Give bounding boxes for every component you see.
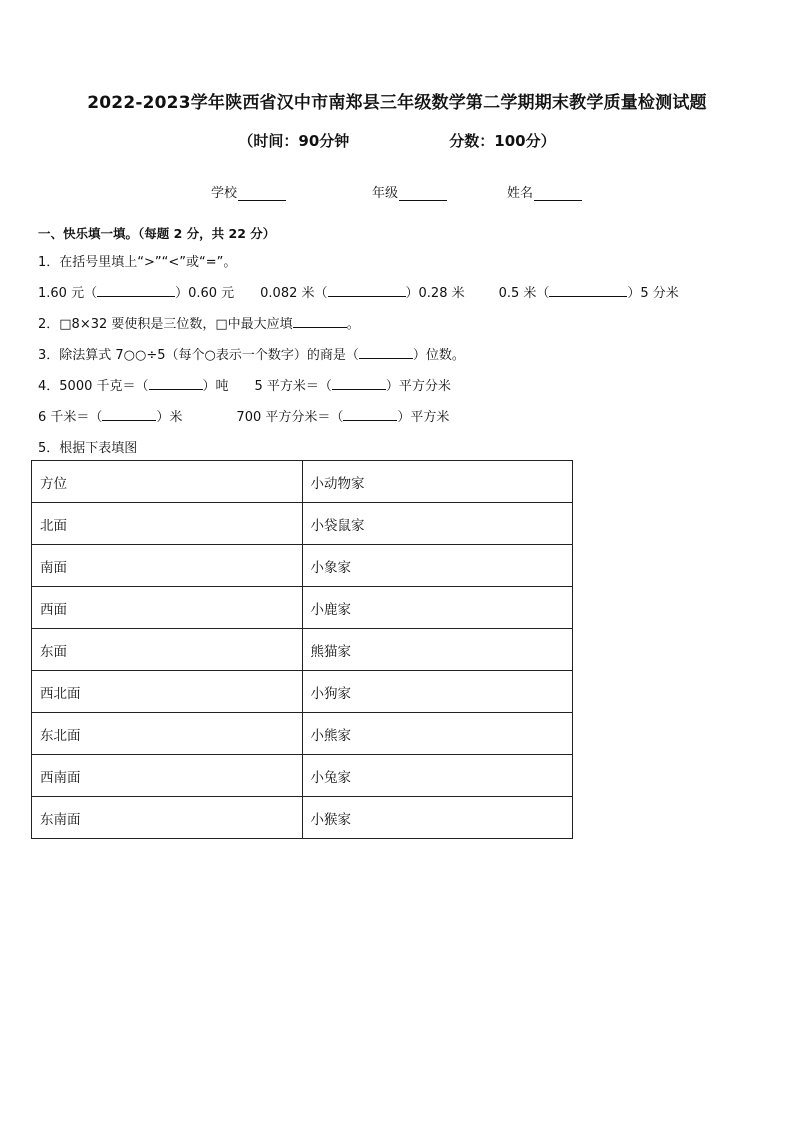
table-cell: 小狗家: [302, 671, 573, 713]
q1a-blank[interactable]: [97, 284, 175, 297]
q3-right: ）位数。: [412, 348, 465, 363]
table-cell: 北面: [32, 503, 303, 545]
q4d-left: 700 平方分米＝（: [236, 410, 344, 425]
school-label: 学校: [211, 186, 238, 201]
q1b-right: ）0.28 米: [405, 286, 465, 301]
name-blank[interactable]: [534, 187, 582, 201]
question-4-line2: [38, 406, 449, 425]
name-label: 姓名: [507, 186, 534, 201]
table-cell: 小猴家: [302, 797, 573, 839]
q4d-blank[interactable]: [343, 408, 397, 421]
grade-blank[interactable]: [399, 187, 447, 201]
grade-label: 年级: [372, 186, 399, 201]
table-cell: 方位: [32, 461, 303, 503]
table-cell: 东南面: [32, 797, 303, 839]
q4b-blank[interactable]: [332, 377, 386, 390]
score-label: 分数：100分）: [449, 132, 556, 150]
q1c-left: 0.5 米（: [498, 286, 550, 301]
time-label: （时间：90分钟: [238, 132, 350, 150]
table-cell: 东北面: [32, 713, 303, 755]
q1a-left: 1.60 元（: [38, 286, 98, 301]
q2-left: 2．□8×32 要使积是三位数，□中最大应填: [38, 317, 293, 332]
name-field: [507, 182, 582, 201]
direction-table: [31, 460, 573, 839]
table-row: [32, 503, 573, 545]
table-cell: 小熊家: [302, 713, 573, 755]
question-5-text: 5．根据下表填图: [38, 441, 138, 456]
q1c-blank[interactable]: [549, 284, 627, 297]
table-cell: 西面: [32, 587, 303, 629]
q4a-blank[interactable]: [149, 377, 203, 390]
table-row: [32, 545, 573, 587]
q4d-right: ）平方米: [397, 410, 450, 425]
exam-meta: [0, 130, 794, 151]
q2-right: 。: [346, 317, 360, 332]
section-heading: 一、快乐填一填。（每题 2 分，共 22 分）: [38, 226, 276, 241]
q4b-left: 5 平方米＝（: [254, 379, 332, 394]
question-2: [38, 313, 360, 332]
q4c-blank[interactable]: [102, 408, 156, 421]
q1a-right: ）0.60 元: [175, 286, 235, 301]
q2-blank[interactable]: [293, 315, 347, 328]
question-4-line1: [38, 375, 451, 394]
question-1-items: [38, 282, 679, 301]
school-blank[interactable]: [238, 187, 286, 201]
question-3: [38, 344, 465, 363]
table-row: [32, 797, 573, 839]
table-cell: 西北面: [32, 671, 303, 713]
table-row: [32, 461, 573, 503]
q1b-left: 0.082 米（: [260, 286, 328, 301]
q4c-right: ）米: [156, 410, 183, 425]
table-cell: 小动物家: [302, 461, 573, 503]
table-cell: 小鹿家: [302, 587, 573, 629]
table-row: [32, 587, 573, 629]
grade-field: [372, 182, 447, 201]
school-field: [211, 182, 286, 201]
table-row: [32, 671, 573, 713]
page-title: 2022-2023学年陕西省汉中市南郑县三年级数学第二学期期末教学质量检测试题: [87, 93, 707, 113]
q4a-right: ）吨: [202, 379, 229, 394]
table-cell: 南面: [32, 545, 303, 587]
table-cell: 熊猫家: [302, 629, 573, 671]
table-row: [32, 713, 573, 755]
table-row: [32, 755, 573, 797]
table-cell: 西南面: [32, 755, 303, 797]
question-1-text: 1．在括号里填上“>”“<”或“=”。: [38, 255, 237, 270]
q1c-right: ）5 分米: [627, 286, 679, 301]
table-row: [32, 629, 573, 671]
table-cell: 小袋鼠家: [302, 503, 573, 545]
table-cell: 小象家: [302, 545, 573, 587]
q4c-left: 6 千米＝（: [38, 410, 103, 425]
q4a-left: 4．5000 千克＝（: [38, 379, 149, 394]
q3-blank[interactable]: [359, 346, 413, 359]
table-cell: 东面: [32, 629, 303, 671]
q4b-right: ）平方分米: [385, 379, 451, 394]
q1b-blank[interactable]: [328, 284, 406, 297]
table-cell: 小兔家: [302, 755, 573, 797]
q3-left: 3．除法算式 7○○÷5（每个○表示一个数字）的商是（: [38, 348, 359, 363]
